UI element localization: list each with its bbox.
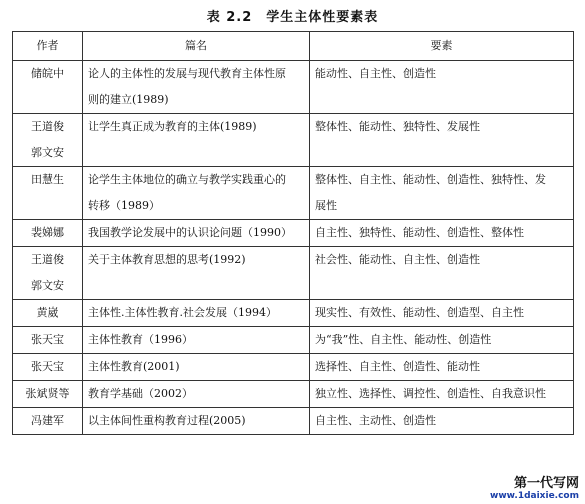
author-line: 冯建军 <box>31 414 64 427</box>
cell-author <box>13 300 83 327</box>
table-row <box>13 381 574 408</box>
author-line: 张天宝 <box>31 360 64 373</box>
author-line: 王道俊 <box>31 253 64 266</box>
elements-line: 自主性、独特性、能动性、创造性、整体性 <box>315 226 524 239</box>
cell-title <box>83 300 310 327</box>
elements-line: 整体性、自主性、能动性、创造性、独特性、发 <box>315 173 546 186</box>
elements-line: 为“我”性、自主性、能动性、创造性 <box>315 333 492 346</box>
title-line: 让学生真正成为教育的主体(1989) <box>88 120 257 133</box>
cell-title <box>83 61 310 114</box>
cell-title <box>83 381 310 408</box>
elements-line: 整体性、能动性、独特性、发展性 <box>315 120 480 133</box>
elements-line: 选择性、自主性、创造性、能动性 <box>315 360 480 373</box>
title-line: 主体性教育(2001) <box>88 360 180 373</box>
cell-elements <box>310 327 574 354</box>
table-header-row <box>13 32 574 61</box>
cell-author <box>13 247 83 300</box>
elements-line: 独立性、选择性、调控性、创造性、自我意识性 <box>315 387 546 400</box>
cell-title <box>83 220 310 247</box>
cell-author <box>13 408 83 435</box>
author-line: 王道俊 <box>31 120 64 133</box>
title-line: 主体性教育（1996） <box>88 333 193 346</box>
cell-author <box>13 61 83 114</box>
elements-line: 自主性、主动性、创造性 <box>315 414 436 427</box>
header-elements: 要素 <box>310 32 574 61</box>
elements-line: 展性 <box>315 199 337 212</box>
title-line: 教育学基础（2002） <box>88 387 193 400</box>
header-title: 篇名 <box>83 32 310 61</box>
cell-title <box>83 408 310 435</box>
student-subjectivity-table <box>12 31 574 435</box>
site-watermark <box>488 472 581 501</box>
cell-author <box>13 167 83 220</box>
title-line: 论人的主体性的发展与现代教育主体性原 <box>88 67 286 80</box>
table-row <box>13 114 574 167</box>
cell-title <box>83 167 310 220</box>
cell-title <box>83 247 310 300</box>
table-row <box>13 167 574 220</box>
title-line: 论学生主体地位的确立与教学实践重心的 <box>88 173 286 186</box>
author-line: 郭文安 <box>31 279 64 292</box>
cell-title <box>83 354 310 381</box>
author-line: 张斌贤等 <box>25 387 70 400</box>
cell-author <box>13 381 83 408</box>
cell-elements <box>310 114 574 167</box>
table-row <box>13 327 574 354</box>
cell-elements <box>310 354 574 381</box>
cell-author <box>13 220 83 247</box>
table-row <box>13 220 574 247</box>
title-line: 转移（1989） <box>88 199 160 212</box>
cell-elements <box>310 220 574 247</box>
author-line: 田慧生 <box>31 173 64 186</box>
cell-elements <box>310 247 574 300</box>
cell-elements <box>310 167 574 220</box>
table-row <box>13 354 574 381</box>
table-row <box>13 61 574 114</box>
cell-author <box>13 354 83 381</box>
elements-line: 现实性、有效性、能动性、创造型、自主性 <box>315 306 524 319</box>
cell-author <box>13 327 83 354</box>
watermark-title: 第一代写网 <box>513 476 579 491</box>
title-line: 关于主体教育思想的思考(1992) <box>88 253 246 266</box>
title-line: 主体性.主体性教育.社会发展（1994） <box>88 306 277 319</box>
elements-line: 能动性、自主性、创造性 <box>315 67 436 80</box>
cell-author <box>13 114 83 167</box>
watermark-url: www.1daixie.com <box>490 491 579 501</box>
table-body <box>13 61 574 435</box>
author-line: 张天宝 <box>31 333 64 346</box>
cell-title <box>83 327 310 354</box>
author-line: 储皖中 <box>31 67 64 80</box>
author-line: 黄崴 <box>36 306 59 319</box>
elements-line: 社会性、能动性、自主性、创造性 <box>315 253 480 266</box>
title-line: 我国教学论发展中的认识论问题（1990） <box>88 226 292 239</box>
title-line: 以主体间性重构教育过程(2005) <box>88 414 246 427</box>
cell-title <box>83 114 310 167</box>
table-row <box>13 247 574 300</box>
cell-elements <box>310 381 574 408</box>
header-author: 作者 <box>13 32 83 61</box>
author-line: 裴娣娜 <box>31 226 64 239</box>
cell-elements <box>310 300 574 327</box>
table-caption: 表 2.2 学生主体性要素表 <box>206 10 379 25</box>
cell-elements <box>310 408 574 435</box>
author-line: 郭文安 <box>31 146 64 159</box>
cell-elements <box>310 61 574 114</box>
table-row <box>13 408 574 435</box>
title-line: 则的建立(1989) <box>88 93 169 106</box>
table-row <box>13 300 574 327</box>
